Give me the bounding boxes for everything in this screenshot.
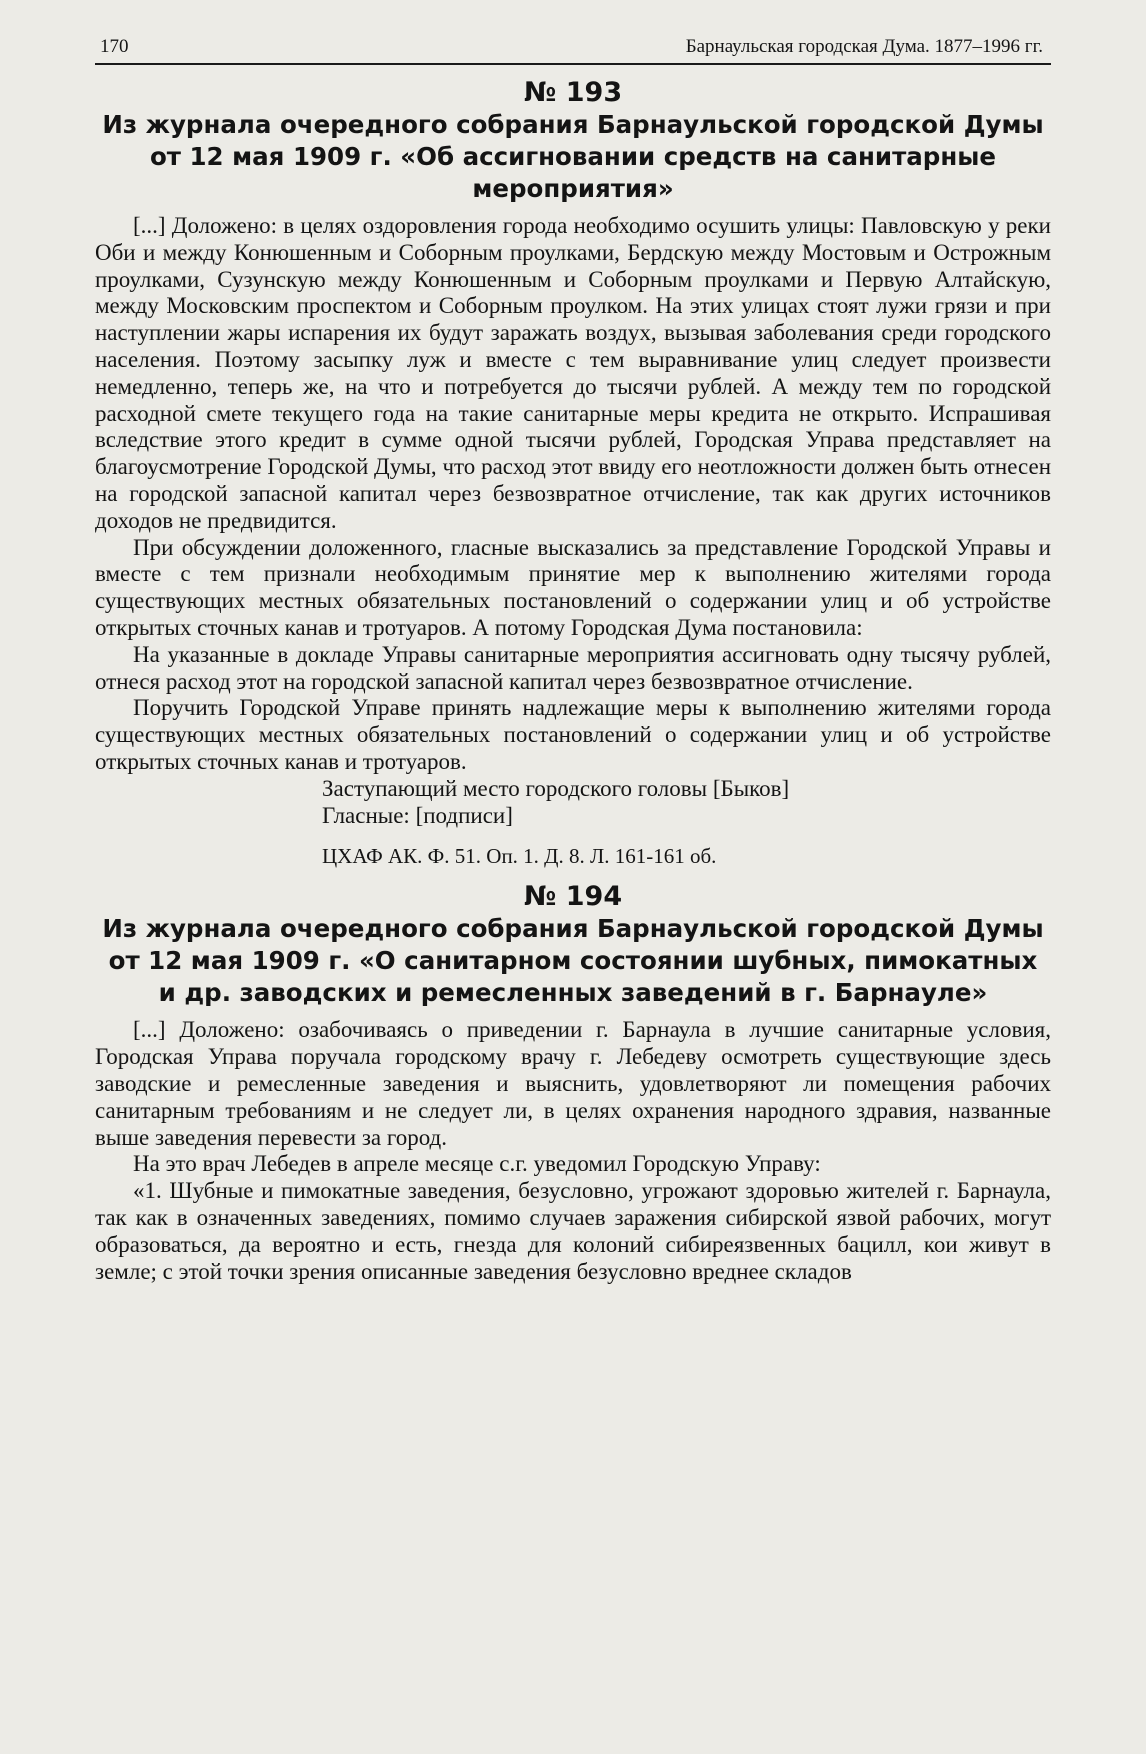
document-194 — [95, 881, 1051, 1285]
signature-line: Заступающий место городского головы [Быков] — [322, 775, 790, 801]
document-number: № 194 — [523, 881, 623, 913]
document-number: № 193 — [523, 77, 623, 108]
archive-reference: ЦХАФ АК. Ф. 51. Оп. 1. Д. 8. Л. 161-161 об. — [322, 844, 717, 869]
page-number: 170 — [100, 36, 129, 57]
book-title: Барнаульская городская Дума. 1877–1996 гг. — [685, 36, 1043, 57]
paragraph: Поручить Городской Управе принять надлежащие меры к выполнению жителями города существующих местных обязательных постановлений о содержании улиц и об устройстве открытых сточных канав и тротуаров. — [95, 695, 1051, 774]
paragraph: «1. Шубные и пимокатные заведения, безусловно, угрожают здоровью жителей г. Барнаула, так как в означенных заведениях, помимо случаев заражения сибирской язвой рабочих, могут образоваться, да вероятно и есть, гнезда для колоний сибиреязвенных бацилл, кои живут в земле; с этой точки зрения описанные заведения безусловно вреднее складов — [95, 1178, 1051, 1284]
paragraph: На это врач Лебедев в апреле месяце с.г. уведомил Городскую Управу: — [133, 1151, 821, 1177]
document-title: Из журнала очередного собрания Барнаульской городской Думы от 12 мая 1909 г. «О санитарном состоянии шубных, пимокатных и др. заводских и ремесленных заведений в г. Барнауле» — [102, 914, 1044, 1008]
paragraph: При обсуждении доложенного, гласные высказались за представление Городской Управы и вместе с тем признали необходимым принятие мер к выполнению жителями города существующих местных обязательных постановлений о содержании улиц и об устройстве открытых сточных канав и тротуаров. А потому Городская Дума постановила: — [95, 534, 1051, 640]
signature-line: Гласные: [подписи] — [322, 802, 513, 828]
paragraph: На указанные в докладе Управы санитарные мероприятия ассигновать одну тысячу рублей, отнеся расход этот на городской запасной капитал через безвозвратное отчисление. — [95, 641, 1051, 694]
document-193 — [95, 77, 1051, 869]
paragraph: [...] Доложено: озабочиваясь о приведении г. Барнаула в лучшие санитарные условия, Городская Управа поручала городскому врачу г. Лебедеву осмотреть существующие здесь заводские и ремесленные заведения и выяснить, удовлетворяют ли помещения рабочих санитарным требованиям и не следует ли, в целях охранения народного здравия, названные выше заведения перевести за город. — [95, 1017, 1051, 1150]
paragraph: [...] Доложено: в целях оздоровления города необходимо осушить улицы: Павловскую у реки Оби и между Конюшенным и Соборным проулками, Бердскую между Мостовым и Острожным проулками, Сузунскую между Конюшенным и Соборным проулками и Первую Алтайскую, между Московским проспектом и Соборным проулком. На этих улицах стоят лужи грязи и при наступлении жары испарения их будут заражать воздух, вызывая заболевания среди городского населения. Поэтому засыпку луж и вместе с тем выравнивание улиц следует произвести немедленно, теперь же, на что и потребуется до тысячи рублей. А между тем по городской расходной смете текущего года на такие санитарные меры кредита не открыто. Испрашивая вследствие этого кредит в сумме одной тысячи рублей, Городская Управа представляет на благоусмотрение Городской Думы, что расход этот ввиду его неотложности должен быть отнесен на городской запасной капитал через безвозвратное отчисление, так как других источников доходов не предвидится. — [95, 213, 1051, 533]
running-head — [95, 36, 1051, 65]
document-title: Из журнала очередного собрания Барнаульской городской Думы от 12 мая 1909 г. «Об ассигновании средств на санитарные мероприятия» — [102, 110, 1044, 203]
